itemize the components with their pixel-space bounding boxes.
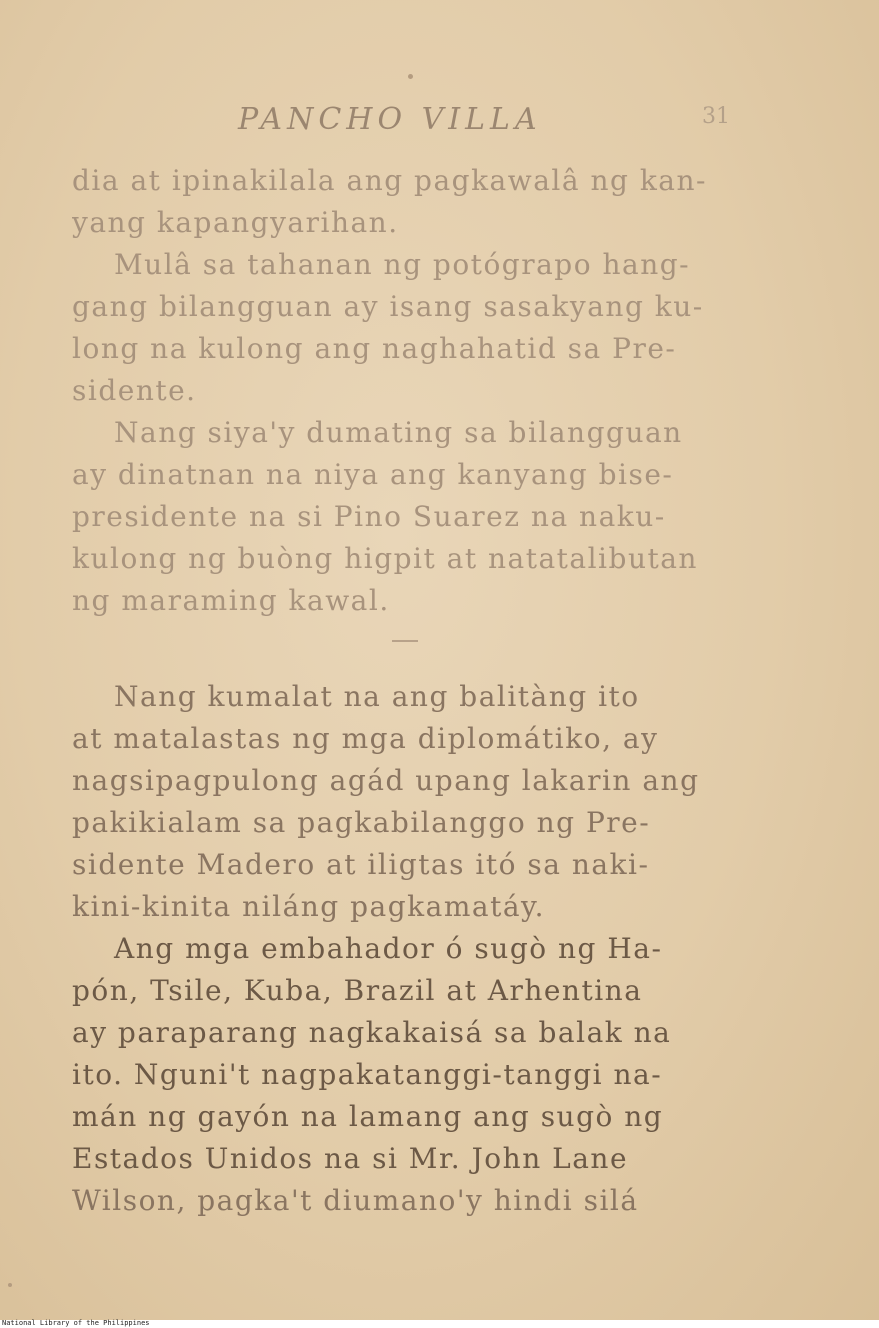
text-line: Nang kumalat na ang balitàng ito bbox=[114, 680, 640, 713]
text-line: kulong ng buòng higpit at natatalibutan bbox=[72, 542, 698, 575]
text-line: Wilson, pagka't diumano'y hindi silá bbox=[72, 1184, 639, 1217]
text-line: yang kapangyarihan. bbox=[72, 206, 399, 239]
text-line: at matalastas ng mga diplomátiko, ay bbox=[72, 722, 659, 755]
text-line: nagsipagpulong agád upang lakarin ang bbox=[72, 764, 700, 797]
library-credit: National Library of the Philippines bbox=[2, 1319, 150, 1327]
running-head bbox=[0, 102, 879, 146]
running-title: PANCHO VILLA bbox=[238, 102, 542, 137]
text-line: presidente na si Pino Suarez na naku- bbox=[72, 500, 666, 533]
paper-speck bbox=[8, 1283, 12, 1287]
page-number: 31 bbox=[702, 104, 730, 129]
section-divider bbox=[392, 640, 418, 642]
text-line: pón, Tsile, Kuba, Brazil at Arhentina bbox=[72, 974, 643, 1007]
text-line: long na kulong ang naghahatid sa Pre- bbox=[72, 332, 677, 365]
text-line: Nang siya'y dumating sa bilangguan bbox=[114, 416, 683, 449]
body-text bbox=[72, 160, 752, 1222]
text-line: Mulâ sa tahanan ng potógrapo hang- bbox=[114, 248, 691, 281]
text-line: ng maraming kawal. bbox=[72, 584, 390, 617]
text-line: ay dinatnan na niya ang kanyang bise- bbox=[72, 458, 674, 491]
text-line: gang bilangguan ay isang sasakyang ku- bbox=[72, 290, 704, 323]
text-line: dia at ipinakilala ang pagkawalâ ng kan- bbox=[72, 164, 707, 197]
paragraph bbox=[72, 412, 752, 622]
text-line: pakikialam sa pagkabilanggo ng Pre- bbox=[72, 806, 651, 839]
paper-speck bbox=[408, 74, 413, 79]
text-line: sidente Madero at iligtas itó sa naki- bbox=[72, 848, 650, 881]
paragraph bbox=[72, 244, 752, 412]
paragraph bbox=[72, 160, 752, 244]
text-line: sidente. bbox=[72, 374, 197, 407]
footer-credit bbox=[1, 1320, 879, 1328]
text-line: ay paraparang nagkakaisá sa balak na bbox=[72, 1016, 672, 1049]
text-line: kini-kinita niláng pagkamatáy. bbox=[72, 890, 546, 923]
text-line: ito. Nguni't nagpakatanggi-tanggi na- bbox=[72, 1058, 663, 1091]
paragraph bbox=[72, 676, 752, 928]
text-line: Ang mga embahador ó sugò ng Ha- bbox=[114, 932, 663, 965]
paragraph bbox=[72, 928, 752, 1222]
text-line: Estados Unidos na si Mr. John Lane bbox=[72, 1142, 629, 1175]
text-line: mán ng gayón na lamang ang sugò ng bbox=[72, 1100, 664, 1133]
